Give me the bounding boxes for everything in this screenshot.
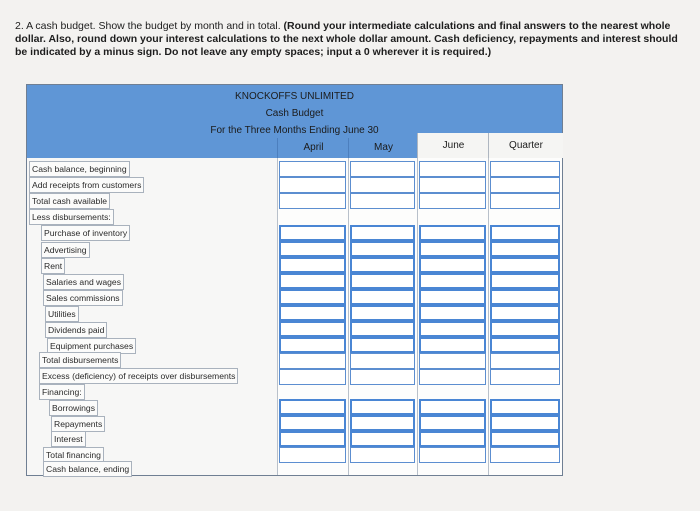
- row-label-cash-ending: Cash balance, ending: [43, 461, 132, 477]
- input-rent-june[interactable]: [419, 257, 486, 273]
- row-label-total-disbursements: Total disbursements: [39, 352, 121, 368]
- input-utilities-april[interactable]: [279, 305, 346, 321]
- input-advertising-june[interactable]: [419, 241, 486, 257]
- column-header-april: April: [277, 138, 349, 158]
- input-repayments-may[interactable]: [350, 415, 415, 431]
- row-label-borrowings: Borrowings: [49, 400, 98, 416]
- input-purchase-inventory-quarter[interactable]: [490, 225, 560, 241]
- input-commissions-quarter[interactable]: [490, 289, 560, 305]
- input-salaries-june[interactable]: [419, 273, 486, 289]
- input-commissions-april[interactable]: [279, 289, 346, 305]
- input-purchase-inventory-june[interactable]: [419, 225, 486, 241]
- column-divider: [417, 158, 418, 475]
- question-rounding-note: (Round your intermediate calculations and final answers to the nearest whole dollar. Also, round down your interest calculations to the next whole dollar amount. Cash deficiency, repayments and interest should be indicated by a minus sign. Do not leave any empty spaces; input a 0 wherever it is required.): [15, 20, 678, 58]
- input-interest-june[interactable]: [419, 431, 486, 447]
- cash-budget-table: [26, 84, 563, 476]
- input-total-cash-quarter[interactable]: [490, 193, 560, 209]
- input-excess-quarter[interactable]: [490, 369, 560, 385]
- row-label-sales-commissions: Sales commissions: [43, 290, 123, 306]
- input-excess-april[interactable]: [279, 369, 346, 385]
- input-equipment-june[interactable]: [419, 337, 486, 353]
- input-repayments-april[interactable]: [279, 415, 346, 431]
- row-label-repayments: Repayments: [51, 416, 105, 432]
- column-header-may: May: [348, 138, 418, 158]
- row-label-advertising: Advertising: [41, 242, 90, 258]
- input-utilities-quarter[interactable]: [490, 305, 560, 321]
- input-advertising-may[interactable]: [350, 241, 415, 257]
- input-receipts-june[interactable]: [419, 177, 486, 193]
- input-interest-april[interactable]: [279, 431, 346, 447]
- input-interest-may[interactable]: [350, 431, 415, 447]
- input-purchase-inventory-april[interactable]: [279, 225, 346, 241]
- input-total-disbursements-quarter[interactable]: [490, 353, 560, 369]
- input-rent-may[interactable]: [350, 257, 415, 273]
- input-advertising-april[interactable]: [279, 241, 346, 257]
- column-header-june: June: [417, 133, 489, 158]
- input-excess-june[interactable]: [419, 369, 486, 385]
- row-label-rent: Rent: [41, 258, 65, 274]
- input-receipts-quarter[interactable]: [490, 177, 560, 193]
- input-excess-may[interactable]: [350, 369, 415, 385]
- input-borrowings-june[interactable]: [419, 399, 486, 415]
- column-header-quarter: Quarter: [488, 133, 563, 158]
- input-salaries-april[interactable]: [279, 273, 346, 289]
- input-salaries-quarter[interactable]: [490, 273, 560, 289]
- input-utilities-june[interactable]: [419, 305, 486, 321]
- row-label-purchase-inventory: Purchase of inventory: [41, 225, 130, 241]
- input-total-cash-april[interactable]: [279, 193, 346, 209]
- budget-period: For the Three Months Ending June 30: [210, 125, 379, 136]
- input-cash-beginning-june[interactable]: [419, 161, 486, 177]
- input-total-cash-may[interactable]: [350, 193, 415, 209]
- input-dividends-june[interactable]: [419, 321, 486, 337]
- input-utilities-may[interactable]: [350, 305, 415, 321]
- row-label-dividends: Dividends paid: [45, 322, 107, 338]
- input-interest-quarter[interactable]: [490, 431, 560, 447]
- input-equipment-april[interactable]: [279, 337, 346, 353]
- row-label-total-cash-available: Total cash available: [29, 193, 110, 209]
- input-cash-beginning-quarter[interactable]: [490, 161, 560, 177]
- row-label-receipts: Add receipts from customers: [29, 177, 144, 193]
- input-purchase-inventory-may[interactable]: [350, 225, 415, 241]
- input-borrowings-quarter[interactable]: [490, 399, 560, 415]
- row-label-excess-deficiency: Excess (deficiency) of receipts over disbursements: [39, 368, 238, 384]
- input-borrowings-may[interactable]: [350, 399, 415, 415]
- input-commissions-may[interactable]: [350, 289, 415, 305]
- input-dividends-may[interactable]: [350, 321, 415, 337]
- question-instructions: [15, 20, 685, 59]
- input-rent-quarter[interactable]: [490, 257, 560, 273]
- input-advertising-quarter[interactable]: [490, 241, 560, 257]
- row-label-total-financing: Total financing: [43, 447, 104, 463]
- input-total-financing-may[interactable]: [350, 447, 415, 463]
- input-total-financing-june[interactable]: [419, 447, 486, 463]
- input-equipment-quarter[interactable]: [490, 337, 560, 353]
- row-label-financing: Financing:: [39, 384, 85, 400]
- input-total-disbursements-june[interactable]: [419, 353, 486, 369]
- input-total-disbursements-may[interactable]: [350, 353, 415, 369]
- input-rent-april[interactable]: [279, 257, 346, 273]
- input-cash-beginning-april[interactable]: [279, 161, 346, 177]
- question-prefix: 2. A cash budget. Show the budget by month and in total.: [15, 20, 281, 32]
- input-borrowings-april[interactable]: [279, 399, 346, 415]
- input-dividends-april[interactable]: [279, 321, 346, 337]
- input-salaries-may[interactable]: [350, 273, 415, 289]
- input-total-cash-june[interactable]: [419, 193, 486, 209]
- budget-title: Cash Budget: [265, 108, 324, 119]
- row-label-cash-beginning: Cash balance, beginning: [29, 161, 130, 177]
- row-label-interest: Interest: [51, 431, 86, 447]
- input-receipts-april[interactable]: [279, 177, 346, 193]
- input-total-disbursements-april[interactable]: [279, 353, 346, 369]
- input-dividends-quarter[interactable]: [490, 321, 560, 337]
- row-label-salaries: Salaries and wages: [43, 274, 124, 290]
- company-name: KNOCKOFFS UNLIMITED: [235, 91, 354, 102]
- row-label-utilities: Utilities: [45, 306, 79, 322]
- input-repayments-quarter[interactable]: [490, 415, 560, 431]
- row-label-equipment: Equipment purchases: [47, 338, 136, 354]
- column-divider: [348, 158, 349, 475]
- input-receipts-may[interactable]: [350, 177, 415, 193]
- row-label-less-disbursements: Less disbursements:: [29, 209, 114, 225]
- input-commissions-june[interactable]: [419, 289, 486, 305]
- column-divider: [488, 158, 489, 475]
- input-equipment-may[interactable]: [350, 337, 415, 353]
- input-repayments-june[interactable]: [419, 415, 486, 431]
- input-total-financing-april[interactable]: [279, 447, 346, 463]
- input-total-financing-quarter[interactable]: [490, 447, 560, 463]
- input-cash-beginning-may[interactable]: [350, 161, 415, 177]
- column-divider: [277, 158, 278, 475]
